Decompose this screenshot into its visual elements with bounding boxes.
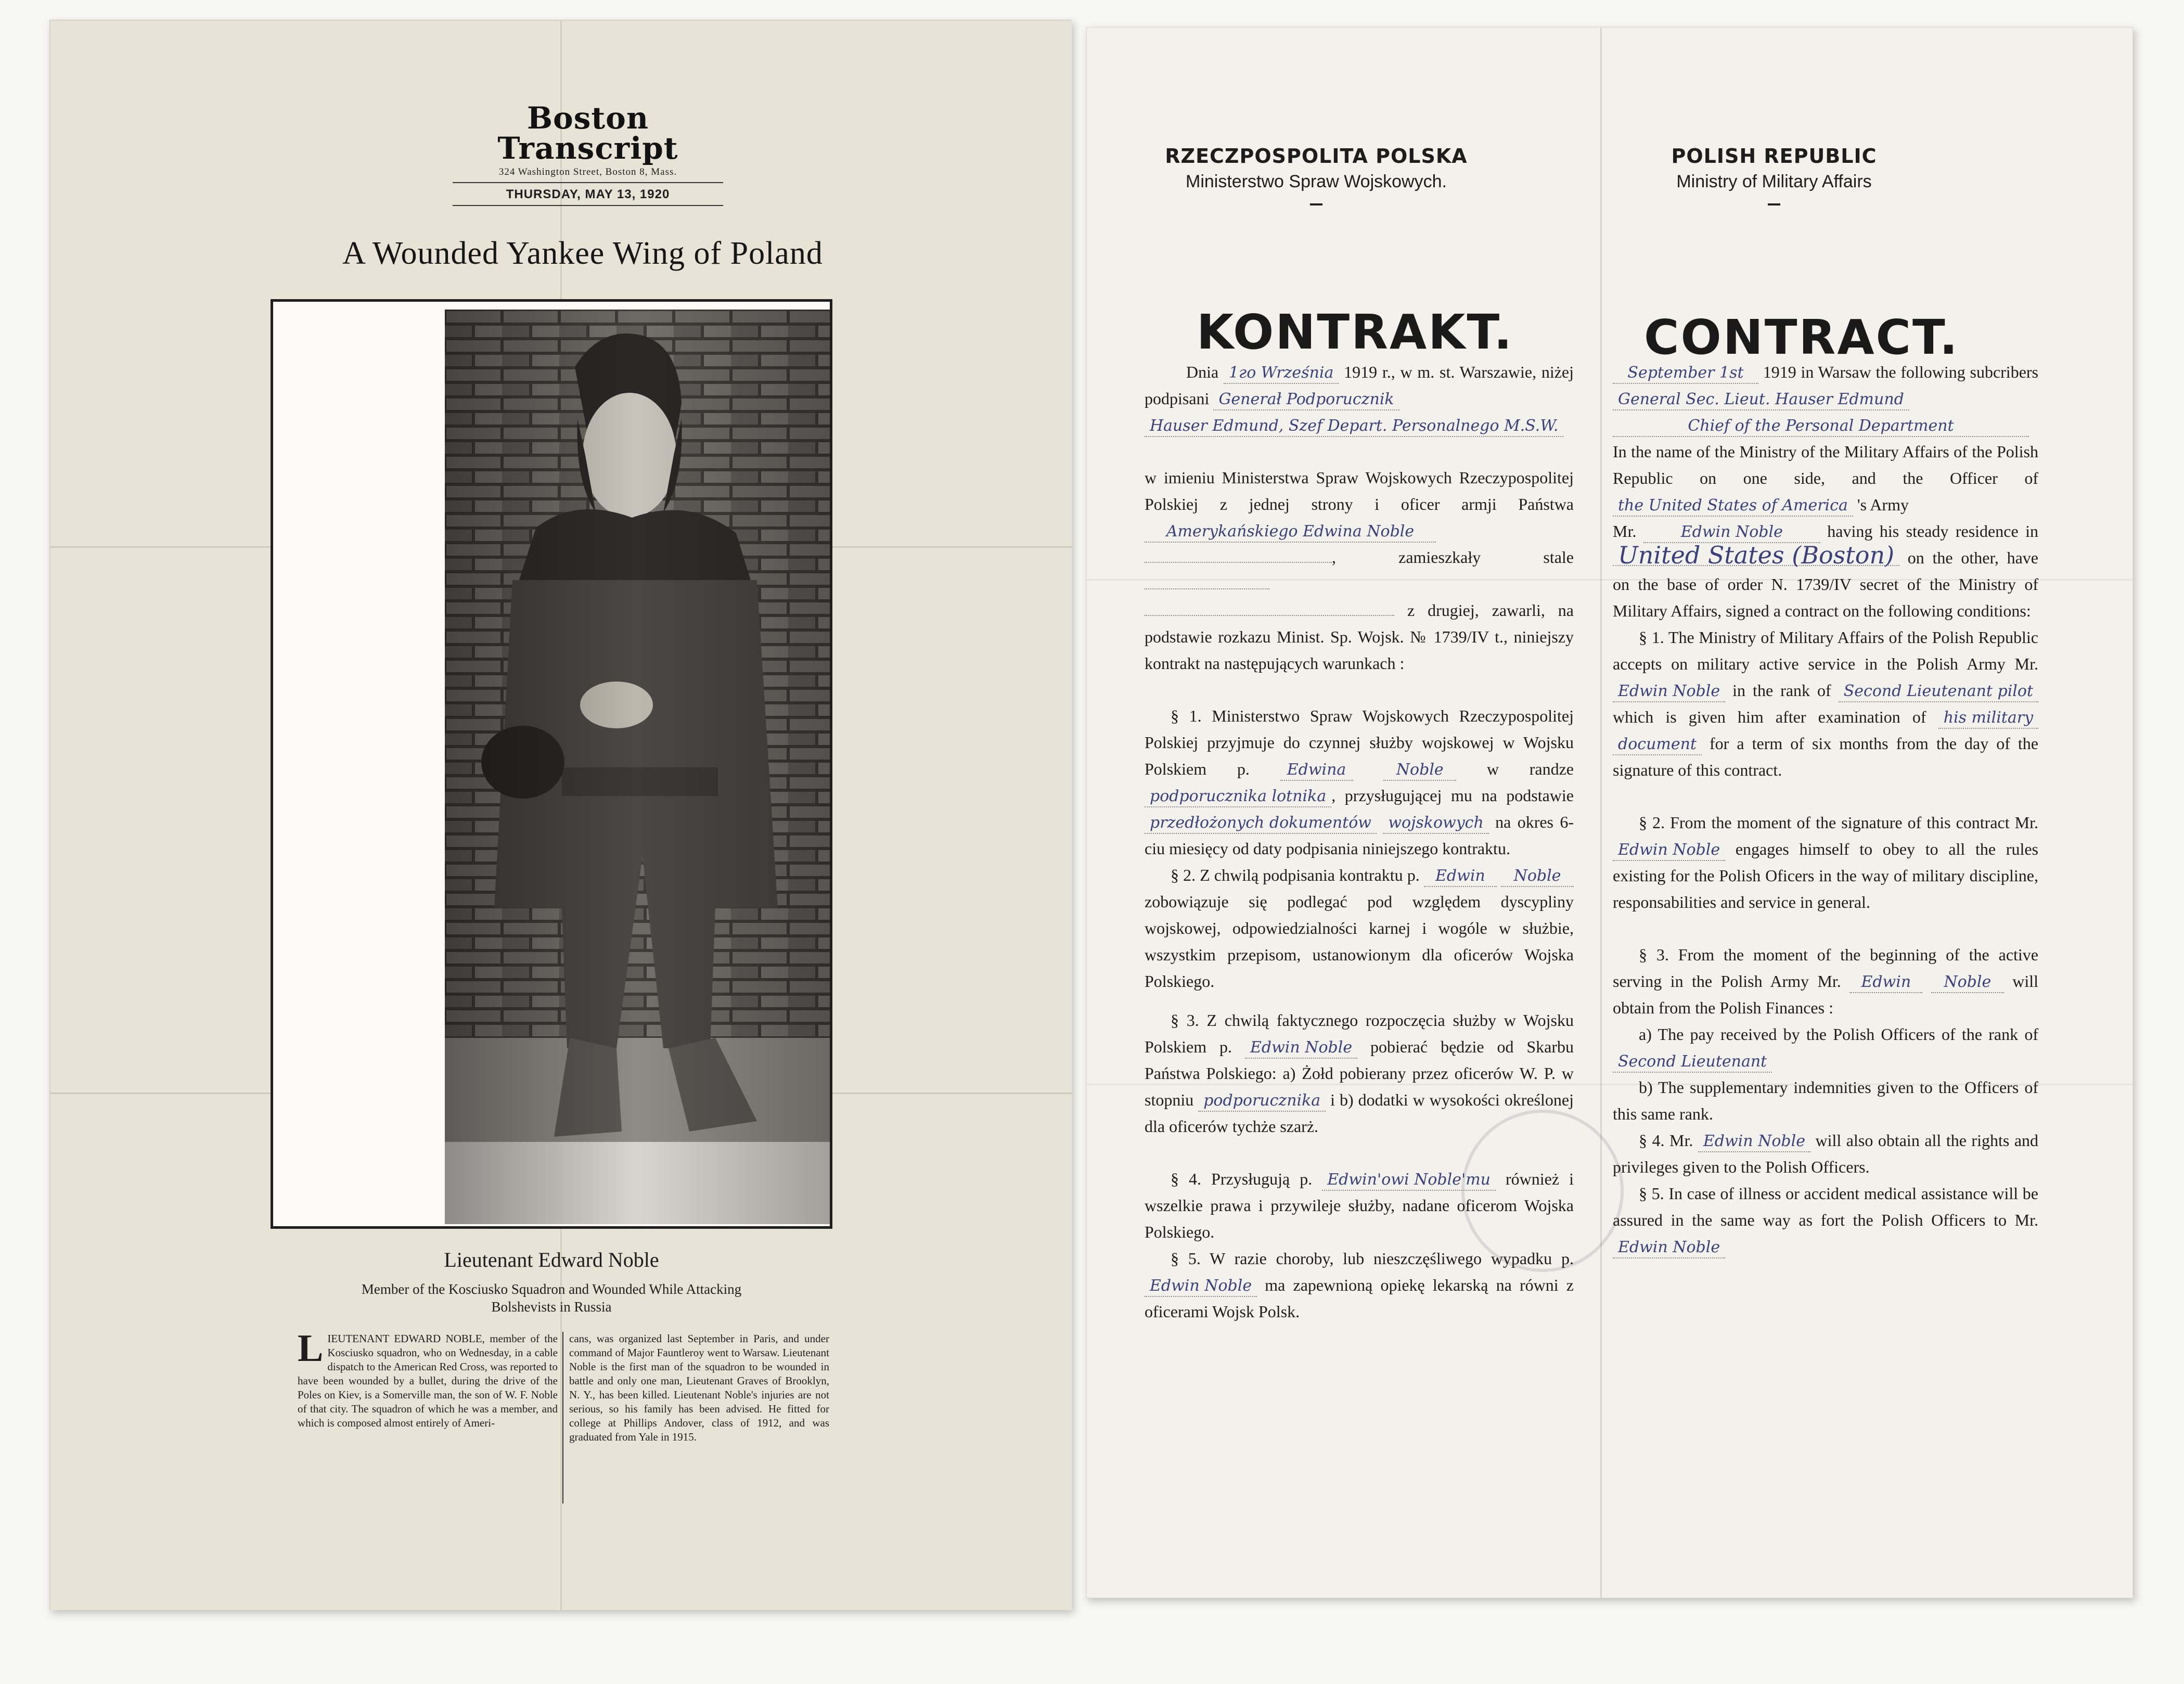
pl-s1-b: w randze	[1486, 760, 1574, 778]
pl-intro	[1145, 359, 1574, 439]
polish-contract-body	[1145, 359, 1574, 1325]
aviator-portrait-image	[445, 310, 830, 1224]
en-s5	[1613, 1180, 2038, 1260]
article-text-1: IEUTENANT EDWARD NOBLE, member of the Kosciusko squadron, who on Wednesday, in a cable dispatch to the American Red Cross, was reported to have been wounded by a bullet, during the drive of the Poles on Kiev, is a Somerville man, the son of W. F. Noble of that city. The squadron of which he was a member, and which is composed almost entirely of Ameri-	[298, 1332, 558, 1429]
pl-resides: , zamieszkały stale	[1332, 548, 1574, 567]
pl-hand-name-7: Edwin Noble	[1145, 1276, 1257, 1297]
en-hand-docs-1: his military	[1938, 708, 2038, 729]
en-hand-rank-2: Second Lieutenant	[1613, 1052, 1772, 1073]
en-s1-d: for a term of six months from the day of the signature of this contract.	[1613, 734, 2039, 779]
pl-s3-c: i b) dodatki w wysokości określonej dla oficerów tychże szarż.	[1145, 1090, 1574, 1136]
blank-line	[1145, 562, 1332, 563]
pl-other-side: z drugiej, zawarli, na podstawie rozkazu Minist. Sp. Wojsk. № 1739/IV t., niniejszy kontrakt na następujących warunkach :	[1145, 601, 1574, 673]
pl-hand-signer-1: Generał Podporucznik	[1213, 390, 1399, 410]
pl-hand-docs-1: przedłożonych dokumentów	[1145, 813, 1377, 834]
pl-s2-a: § 2. Z chwilą podpisania kontraktu p.	[1171, 866, 1420, 884]
masthead-date: THURSDAY, MAY 13, 1920	[453, 182, 723, 206]
en-mr: Mr.	[1613, 522, 1637, 541]
article-body	[298, 1327, 844, 1509]
article-column-1	[298, 1327, 558, 1430]
english-ministry-label: Ministry of Military Affairs	[1676, 172, 1872, 191]
pl-hand-name-3: Edwin	[1424, 866, 1497, 887]
spacer	[1145, 995, 1574, 1007]
en-s4-a: § 4. Mr.	[1639, 1131, 1693, 1150]
pl-hand-name-4: Noble	[1501, 866, 1574, 887]
photo-caption-name: Lieutenant Edward Noble	[444, 1248, 659, 1271]
en-army: 's Army	[1857, 495, 1909, 514]
en-hand-docs-2: document	[1613, 735, 1702, 755]
pl-hand-name-5: Edwin Noble	[1245, 1038, 1357, 1059]
english-republic-label: POLISH REPUBLIC	[1671, 145, 1877, 168]
pl-s4-a: § 4. Przysługują p.	[1171, 1169, 1313, 1188]
spacer	[1145, 439, 1574, 465]
spacer	[1613, 783, 2038, 809]
en-hand-name-1: Edwin Noble	[1643, 522, 1820, 543]
en-hand-name-4: Edwin	[1849, 972, 1922, 993]
newspaper-masthead	[453, 100, 723, 206]
en-hand-rank: Second Lieutenant pilot	[1839, 682, 2038, 702]
en-s2-b: engages himself to obey to all the rules existing for the Polish Oficers in the way of military discipline, responsabilities and service in general.	[1613, 840, 2039, 911]
header-dash	[1768, 203, 1780, 205]
pl-intro-3-para	[1145, 465, 1574, 677]
blank-line	[1145, 588, 1269, 589]
pl-hand-country: Amerykańskiego Edwina Noble	[1145, 522, 1436, 543]
pl-hand-signer-2: Hauser Edmund, Szef Depart. Personalnego M.S.W.	[1145, 416, 1563, 437]
caption-line-2: Bolshevists in Russia	[491, 1299, 612, 1315]
blank-line	[1145, 615, 1394, 616]
en-s2	[1613, 809, 2038, 916]
pl-hand-rank: podporucznika lotnika	[1145, 787, 1331, 807]
pl-hand-rank-2: podporucznika	[1198, 1091, 1326, 1112]
polish-header	[1150, 145, 1483, 205]
pl-hand-docs-2: wojskowych	[1383, 813, 1488, 834]
en-s5-a: § 5. In case of illness or accident medical assistance will be assured in the same way as fort the Polish Officers to Mr.	[1613, 1184, 2038, 1229]
pl-hand-name-1: Edwina	[1280, 760, 1353, 781]
en-hand-name-7: Edwin Noble	[1613, 1238, 1725, 1258]
en-s1-b: in the rank of	[1732, 681, 1831, 700]
article-column-2: cans, was organized last September in Paris, and under command of Major Fauntleroy went to Warsaw. Lieutenant Noble is the first man of the squadron to be wounded in battle and only one man, Lieutenant Graves of Brooklyn, N. Y., has been killed. Lieutenant Noble's injuries are not serious, so his family has been advised. He fitted for college at Phillips Andover, class of 1912, and was graduated from Yale in 1915.	[569, 1332, 829, 1443]
polish-republic-label: RZECZPOSPOLITA POLSKA	[1165, 145, 1468, 168]
en-s3-b: will obtain from the Polish Finances :	[1613, 972, 2039, 1017]
pl-s1-a: § 1. Ministerstwo Spraw Wojskowych Rzeczypospolitej Polskiej przyjmuje do czynnej służby wojskowej w Wojsku Polskiem p.	[1145, 706, 1574, 778]
pl-intro-2: 1919 r., w m. st. Warszawie, niżej podpisani	[1145, 363, 1574, 408]
contract-title: CONTRACT.	[1644, 310, 1959, 365]
article-headline: A Wounded Yankee Wing of Poland	[342, 236, 823, 271]
caption-line-1: Member of the Kosciusko Squadron and Wounded While Attacking	[361, 1281, 742, 1297]
english-header	[1602, 145, 1946, 205]
pl-s3-a: § 3. Z chwilą faktycznego rozpoczęcia służby w Wojsku Polskiem p.	[1145, 1011, 1574, 1056]
column-rule	[562, 1332, 563, 1503]
en-hand-signer-1: General Sec. Lieut. Hauser Edmund	[1613, 390, 1909, 410]
english-contract-body	[1613, 359, 2038, 1260]
en-intro	[1613, 359, 2038, 439]
en-residence-a: having his steady residence in	[1827, 522, 2039, 541]
en-s4	[1613, 1127, 2038, 1180]
pl-s4	[1145, 1166, 1574, 1245]
en-intro-2: In the name of the Ministry of the Military Affairs of the Polish Republic on one side, and the Officer of	[1613, 442, 2038, 487]
pl-s3-b: pobierać będzie od Skarbu Państwa Polskiego: a) Żołd pobierany przez oficerów W. P. w stopniu	[1145, 1037, 1574, 1109]
portrait-photo	[445, 310, 830, 1224]
photo-frame	[271, 299, 832, 1229]
spacer	[1613, 916, 2038, 942]
en-hand-name-6: Edwin Noble	[1698, 1132, 1810, 1152]
pl-s1	[1145, 703, 1574, 862]
en-hand-name-5: Noble	[1931, 972, 2004, 993]
en-s3-c: a) The pay received by the Polish Officers of the rank of	[1639, 1025, 2038, 1044]
pl-hand-name-6: Edwin'owi Noble'mu	[1322, 1170, 1496, 1191]
header-dash	[1310, 203, 1322, 205]
en-s3	[1613, 942, 2038, 1127]
en-intro-2-para	[1613, 439, 2038, 624]
spacer	[1145, 677, 1574, 703]
pl-intro-1: Dnia	[1186, 363, 1219, 381]
en-hand-country: the United States of America	[1613, 496, 1853, 517]
pl-s1-d: na okres 6-ciu miesięcy od daty podpisania niniejszego kontraktu.	[1145, 813, 1574, 858]
en-s3-a: § 3. From the moment of the beginning of the active serving in the Polish Army Mr.	[1613, 945, 2038, 991]
en-hand-signer-2: Chief of the Personal Department	[1613, 416, 2029, 437]
pl-s5-a: § 5. W razie choroby, lub nieszczęśliwego wypadku p.	[1171, 1249, 1574, 1268]
en-s4-b: will also obtain all the rights and privileges given to the Polish Officers.	[1613, 1131, 2039, 1176]
polish-ministry-label: Ministerstwo Spraw Wojskowych.	[1186, 172, 1447, 191]
en-s3-d: b) The supplementary indemnities given to the Officers of this same rank.	[1613, 1078, 2038, 1123]
en-hand-name-3: Edwin Noble	[1613, 840, 1725, 861]
en-hand-residence: United States (Boston)	[1613, 545, 1899, 566]
en-intro-1: 1919 in Warsaw the following subcribers	[1763, 363, 2039, 381]
en-hand-name-2: Edwin Noble	[1613, 682, 1725, 702]
masthead-address: 324 Washington Street, Boston 8, Mass.	[498, 166, 677, 177]
en-s1-c: which is given him after examination of	[1613, 708, 1926, 726]
pl-hand-name-2: Noble	[1383, 760, 1456, 781]
pl-s1-c: , przysługującej mu na podstawie	[1331, 786, 1574, 805]
photo-caption-subtitle	[271, 1281, 832, 1316]
en-residence-b: on the other, have on the base of order N. 1739/IV secret of the Ministry of Military Affairs, signed a contract on the following conditions:	[1613, 548, 2039, 620]
pl-s5	[1145, 1245, 1574, 1325]
drop-cap: L	[298, 1327, 324, 1370]
pl-s2-b: zobowiązuje się podlegać pod względem dyscypliny wojskowej, odpowiedzialności karnej i wogóle w służbie, wszystkim przepisom, ustanowionym dla oficerów Wojska Polskiego.	[1145, 892, 1574, 991]
pl-intro-3: w imieniu Ministerstwa Spraw Wojskowych Rzeczypospolitej Polskiej z jednej strony i oficer armji Państwa	[1145, 468, 1574, 513]
en-hand-date: September 1st	[1613, 363, 1758, 384]
pl-s5-b: ma zapewnioną opiekę lekarską na równi z oficerami Wojsk Polsk.	[1145, 1276, 1574, 1321]
en-s1	[1613, 624, 2038, 783]
masthead-title: Boston Transcript	[497, 100, 678, 166]
pl-s3	[1145, 1007, 1574, 1140]
pl-hand-date: 1го Września	[1224, 363, 1339, 384]
spacer	[1145, 1140, 1574, 1166]
pl-s4-b: również i wszelkie prawa i przywileje służby, nadane oficerom Wojska Polskiego.	[1145, 1169, 1574, 1241]
kontrakt-title: KONTRAKT.	[1197, 304, 1514, 360]
en-s2-a: § 2. From the moment of the signature of this contract Mr.	[1639, 813, 2038, 832]
center-fold	[1600, 28, 1602, 1598]
pl-s2	[1145, 862, 1574, 995]
en-s1-a: § 1. The Ministry of Military Affairs of the Polish Republic accepts on military active service in the Polish Army Mr.	[1613, 628, 2038, 673]
